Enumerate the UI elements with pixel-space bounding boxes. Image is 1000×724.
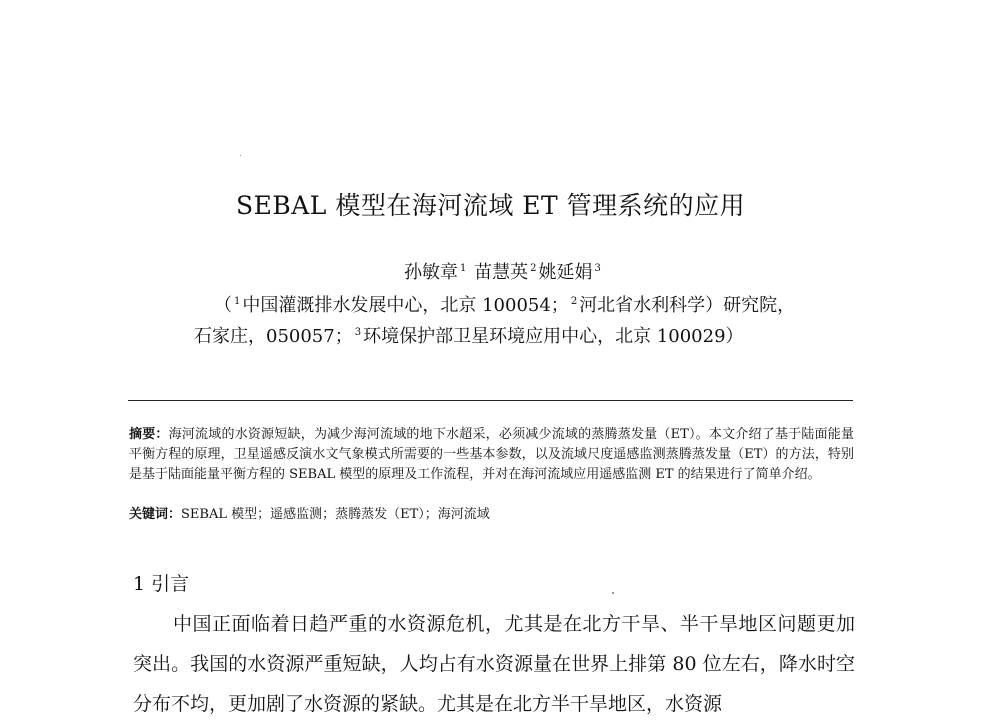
affiliation-text: 中国灌溉排水发展中心，北京 100054； (242, 295, 569, 316)
abstract-text: 海河流域的水资源短缺，为减少海河流域的地下水超采，必须减少流域的蒸腾蒸发量（ET）。本文介绍了基于陆面能量平衡方程的原理，卫星遥感反演水文气象模式所需要的一些基本参数，以及流域尺度遥感监测蒸腾蒸发量（ET）的方法，特别是基于陆面能量平衡方程的 SEBAL 模型的原理及工作流程，并对在海河流域应用遥感监测 ET 的结果进行了简单介绍。 (129, 427, 854, 482)
affiliation-superscript: 3 (354, 327, 362, 338)
keywords-text: SEBAL 模型；遥感监测；蒸腾蒸发（ET）；海河流域 (181, 507, 490, 522)
author-superscript: 1 (460, 263, 467, 274)
author-name: 姚延娟 (538, 262, 593, 283)
affiliation-text: 环境保护部卫星环境应用中心，北京 100029） (363, 326, 744, 347)
affiliation-superscript: 1 (234, 296, 241, 307)
section-heading: 1 引言 (133, 573, 190, 595)
affiliation-open-paren: （ (214, 295, 232, 316)
body-paragraph: 中国正面临着日趋严重的水资源危机，尤其是在北方干旱、半干旱地区问题更加突出。我国的水资源严重短缺，人均占有水资源量在世界上排第 80 位左右，降水时空分布不均，更加剧了水资源的紧缺。尤其是在北方半干旱地区，水资源 (133, 613, 855, 715)
author-name: 孙敏章 (404, 262, 458, 283)
paper-title: SEBAL 模型在海河流域 ET 管理系统的应用 (236, 191, 746, 220)
author-superscript: 3 (594, 263, 601, 274)
author-name: 苗慧英 (474, 262, 529, 283)
keywords-block (129, 505, 854, 525)
affiliation-text: 石家庄，050057； (194, 326, 353, 347)
abstract-label: 摘要： (129, 427, 169, 442)
author-list (404, 258, 603, 284)
scan-speck (240, 155, 241, 156)
affiliation-superscript: 2 (570, 296, 578, 307)
header-divider (128, 400, 853, 401)
affiliation-line-1 (214, 291, 795, 317)
affiliation-line-2 (194, 322, 744, 348)
abstract-block (129, 425, 854, 485)
keywords-label: 关键词： (129, 507, 182, 522)
author-superscript: 2 (530, 263, 537, 274)
scan-speck (612, 592, 614, 594)
affiliation-text: 河北省水利科学）研究院， (579, 295, 796, 316)
